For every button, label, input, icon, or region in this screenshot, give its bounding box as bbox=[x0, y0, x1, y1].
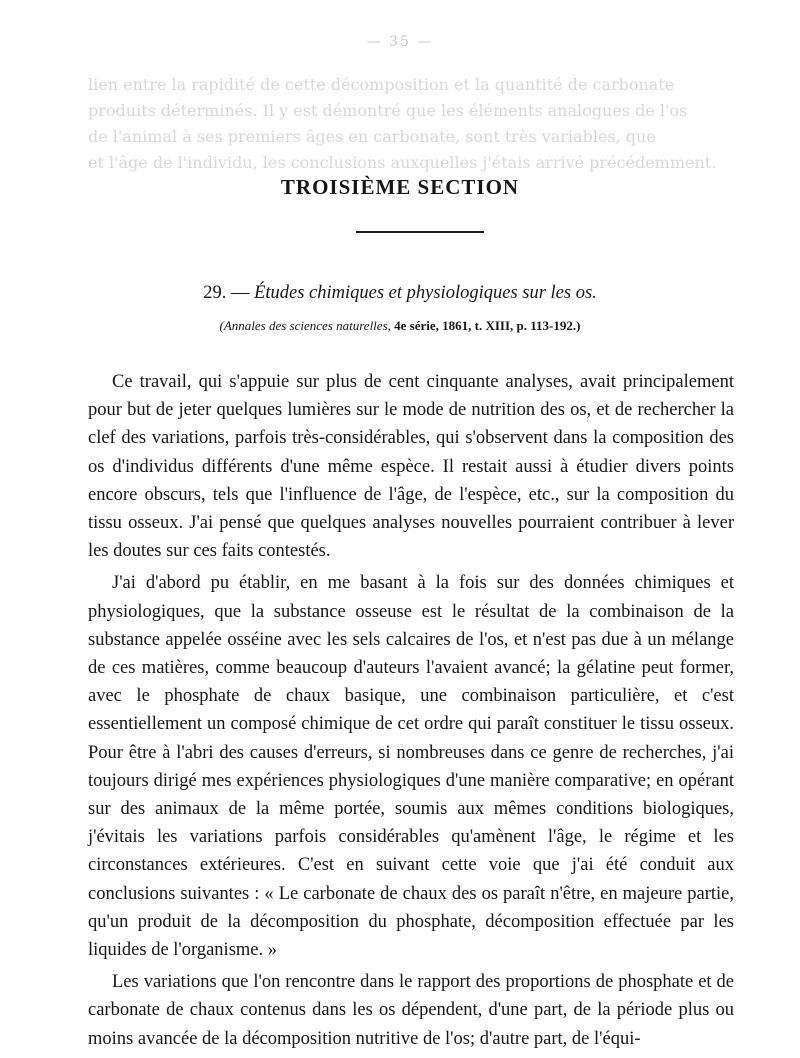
bleed-line: et l'âge de l'individu, les conclusions auxquelles j'étais arrivé précédemment. bbox=[88, 153, 717, 172]
paragraph: Ce travail, qui s'appuie sur plus de cent cinquante analyses, avait principalement pour but de jeter quelques lumières sur le mode de nutrition des os, et de rechercher la clef des variations, parfois très-considérables, qui s'observent dans la composition des os d'individus différents d'une même espèce. Il restait aussi à étudier divers points encore obscurs, tels que l'influence de l'âge, de l'espèce, etc., sur la composition du tissu osseux. J'ai pensé que quelques analyses nouvelles pourraient contribuer à lever les doutes sur ces faits contestés. bbox=[88, 372, 734, 562]
article-reference bbox=[0, 318, 800, 334]
article-heading bbox=[0, 283, 800, 304]
article-dash: — bbox=[230, 283, 250, 303]
reference-details: 4e série, 1861, t. XIII, p. 113-192.) bbox=[394, 318, 581, 333]
paragraph: Les variations que l'on rencontre dans le rapport des proportions de phosphate et de carbonate de chaux contenus dans les os dépendent, d'une part, de la période plus ou moins avancée de la décomposition nutritive de l'os; d'autre part, de l'équi- bbox=[88, 972, 734, 1049]
section-title: TROISIÈME SECTION bbox=[280, 175, 520, 199]
body-text bbox=[88, 368, 734, 1053]
article-title: Études chimiques et physiologiques sur les os. bbox=[254, 283, 597, 303]
paragraph: J'ai d'abord pu établir, en me basant à la fois sur des données chimiques et physiologiques, que la substance osseuse est le résultat de la combinaison de la substance appelée osséine avec les sels calcaires de l'os, et n'est pas due à un mélange de ces matières, comme beaucoup d'auteurs l'avaient avancé; la gélatine peut former, avec le phosphate de chaux basique, une combinaison particulière, et c'est essentiellement un composé chimique de cet ordre qui paraît constituer le tissu osseux. Pour être à l'abri des causes d'erreurs, si nombreuses dans ce genre de recherches, j'ai toujours dirigé mes expériences physiologiques d'une manière comparative; en opérant sur des animaux de la même portée, soumis aux mêmes conditions biologiques, j'évitais les variations parfois considérables qu'amènent l'âge, le régime et les circonstances extérieures. C'est en suivant cette voie que j'ai été conduit aux conclusions suivantes : « Le carbonate de chaux des os paraît n'être, en majeure partie, qu'un produit de la décomposition du phosphate, décomposition effectuée par les liquides de l'organisme. » bbox=[88, 573, 734, 961]
bleed-line: lien entre la rapidité de cette décomposition et la quantité de carbonate bbox=[88, 75, 675, 94]
article-number: 29. bbox=[203, 283, 227, 303]
bleed-line: produits déterminés. Il y est démontré que les éléments analogues de l'os bbox=[88, 101, 688, 120]
page-number: — 35 — bbox=[366, 34, 434, 50]
reference-journal: (Annales des sciences naturelles, bbox=[219, 318, 391, 333]
bleed-through-text bbox=[88, 72, 728, 176]
bleed-line: de l'animal à ses premiers âges en carbonate, sont très variables, que bbox=[88, 127, 656, 146]
title-rule-divider bbox=[356, 231, 484, 233]
